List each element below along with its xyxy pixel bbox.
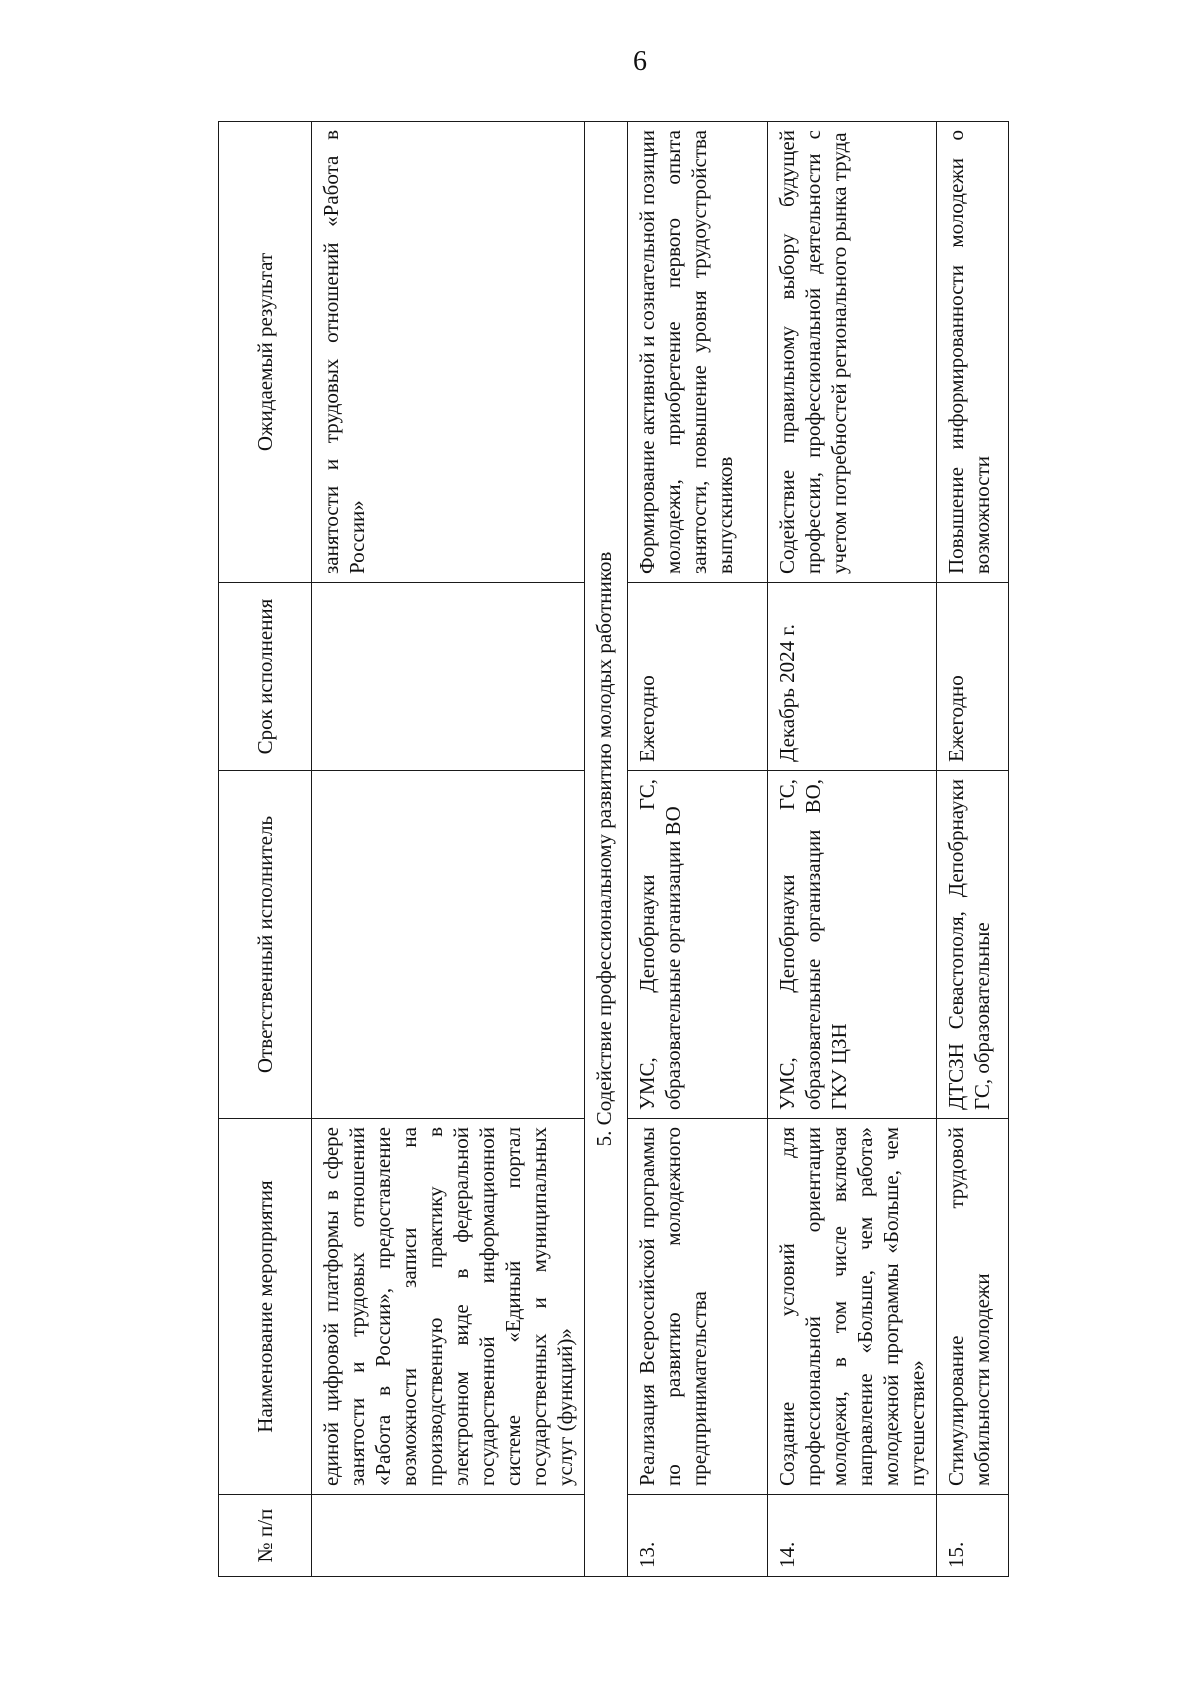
section-title: 5. Содействие профессиональному развитию молодых работников — [585, 122, 628, 1577]
table-row — [937, 122, 1009, 1577]
table-row — [628, 122, 768, 1577]
cell-num: 14. — [768, 1495, 937, 1577]
cell-responsible: УМС, Депобрнауки ГС, образовательные организации ВО, ГКУ ЦЗН — [768, 771, 937, 1119]
cell-result: занятости и трудовых отношений «Работа в России» — [312, 122, 585, 583]
header-num: № п/п — [219, 1495, 312, 1577]
cell-num — [312, 1495, 585, 1577]
table-row — [768, 122, 937, 1577]
cell-responsible: УМС, Депобрнауки ГС, образовательные организации ВО — [628, 771, 768, 1119]
rotated-table-container — [218, 122, 1090, 1577]
events-table — [218, 121, 1009, 1577]
section-row — [585, 122, 628, 1577]
cell-deadline: Ежегодно — [628, 583, 768, 771]
cell-deadline: Ежегодно — [937, 583, 1009, 771]
landscape-page — [218, 122, 1090, 1577]
header-row — [219, 122, 312, 1577]
header-name: Наименование мероприятия — [219, 1119, 312, 1495]
cell-name: Стимулирование трудовой мобильности молодежи — [937, 1119, 1009, 1495]
cell-num: 15. — [937, 1495, 1009, 1577]
page-number: 6 — [633, 46, 647, 77]
cell-deadline — [312, 583, 585, 771]
cell-result: Содействие правильному выбору будущей профессии, профессиональной деятельности с учетом потребностей регионального рынка труда — [768, 122, 937, 583]
header-deadline: Срок исполнения — [219, 583, 312, 771]
cell-deadline: Декабрь 2024 г. — [768, 583, 937, 771]
header-result: Ожидаемый результат — [219, 122, 312, 583]
cell-responsible — [312, 771, 585, 1119]
cell-result: Повышение информированности молодежи о возможности — [937, 122, 1009, 583]
cell-name: Создание условий для профессиональной ориентации молодежи, в том числе включая направление «Больше, чем работа» молодежной программы «Больше, чем путешествие» — [768, 1119, 937, 1495]
cell-result: Формирование активной и сознательной позиции молодежи, приобретение первого опыта занятости, повышение уровня трудоустройства выпускников — [628, 122, 768, 583]
cell-responsible: ДТСЗН Севастополя, Депобрнауки ГС, образовательные — [937, 771, 1009, 1119]
table-row-continuation — [312, 122, 585, 1577]
cell-name: единой цифровой платформы в сфере занятости и трудовых отношений «Работа в России», предоставление возможности записи на производственную практику в электронном виде в федеральной государственной информационной системе «Единый портал государственных и муниципальных услуг (функций)» — [312, 1119, 585, 1495]
cell-num: 13. — [628, 1495, 768, 1577]
header-responsible: Ответственный исполнитель — [219, 771, 312, 1119]
cell-name: Реализация Всероссийской программы по развитию молодежного предпринимательства — [628, 1119, 768, 1495]
